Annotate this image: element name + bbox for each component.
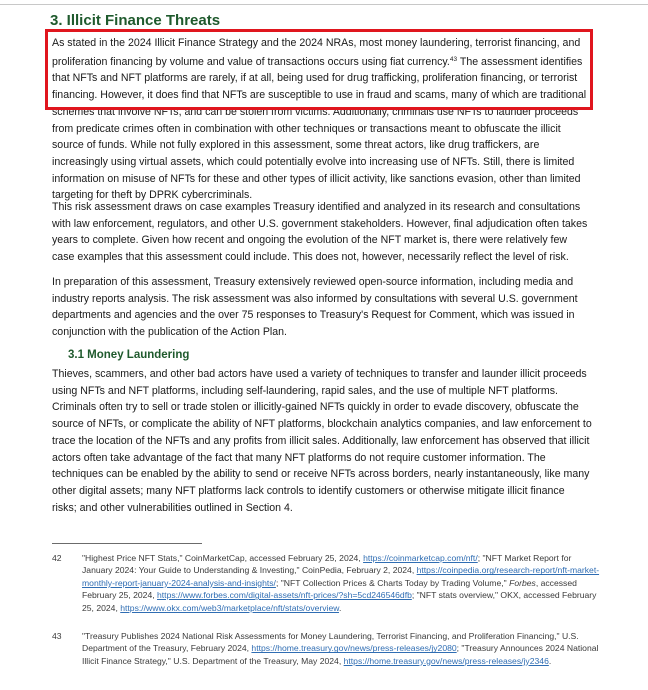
section-heading: 3. Illicit Finance Threats xyxy=(50,12,221,29)
page-top-rule xyxy=(0,4,648,5)
footnote-reference[interactable]: 43 xyxy=(449,55,458,63)
footnote-text xyxy=(82,630,602,667)
red-highlight-box xyxy=(45,29,593,110)
footnote-link[interactable]: https://www.okx.com/web3/marketplace/nft/stats/overview xyxy=(120,602,339,613)
footnote-text-part: "Treasury Publishes 2024 National Risk Assessments for Money Laundering, Terrorist Financing, and Proliferation Financing," U.S. Department of the Treasury, February 2024, xyxy=(82,631,579,654)
footnote-43 xyxy=(52,630,602,667)
footnote-italic: Forbes xyxy=(509,577,536,588)
footnote-link[interactable]: https://home.treasury.gov/news/press-releases/jy2346 xyxy=(343,655,549,666)
footnote-link[interactable]: https://coinmarketcap.com/nft/ xyxy=(363,553,478,563)
footnote-text-part: "Highest Price NFT Stats," CoinMarketCap, accessed February 25, 2024, xyxy=(82,553,364,563)
footnote-divider xyxy=(52,543,202,544)
footnote-number: 43 xyxy=(52,631,62,641)
paragraph-text: and proliferation financing by volume and value of transactions occurs using fiat currency. xyxy=(52,37,581,68)
paragraph-text: As stated in the 2024 Illicit Finance Strategy and the 2024 NRAs, most money laundering, terrorist financing, xyxy=(52,37,560,49)
footnote-42 xyxy=(52,552,602,614)
footnote-text-part: ; "NFT Collection Prices & Charts Today by Trading Volume," xyxy=(275,577,510,588)
paragraph-preparation: In preparation of this assessment, Treasury extensively reviewed open-source information, including media and industry reports analysis. The risk assessment was also informed by consultations with several U.S. government departments and agencies and the over 75 responses to Treasury's Request for Comment, which was issued in conjunction with the publication of the Action Plan. xyxy=(52,276,578,339)
paragraph-text: The assessment identifies that NFTs and NFT platforms are rarely, if at all, being used for drug trafficking, proliferation financing, or terrorist financing. However, it does find that NFTs are susceptible to use in fraud and scams, many of which are traditional schemes that involve NFTs, and can be stolen from victims. Additionally, criminals use NFTs to launder proceeds from predicate crimes often in combination with other techniques or transactions meant to obfuscate the illicit source of funds. While not fully explored in this assessment, some threat actors, like drug traffickers, are increasingly using virtual assets, which could potentially evolve into increasing use of NFTs. Still, there is limited information on misuse of NFTs for these and other types of illicit activity, like sanctions evasion, other than limited targeting for theft by DPRK cybercriminals. xyxy=(52,55,587,202)
footnote-text-part: ; "Treasury Announces 2024 National Illicit Finance Strategy," U.S. Department of the Treasury, May 2024, xyxy=(82,643,599,666)
footnote-link[interactable]: https://www.forbes.com/digital-assets/nft-prices/?sh=5cd246546dfb xyxy=(157,590,412,601)
footnote-text xyxy=(82,552,602,614)
footnote-number: 42 xyxy=(52,553,62,563)
subsection-heading-money-laundering: 3.1 Money Laundering xyxy=(68,349,190,361)
footnote-link[interactable]: https://coinpedia.org/research-report/nft-market-monthly-report-january-2024-analysis-and-insights/ xyxy=(82,565,600,588)
footnote-link[interactable]: https://home.treasury.gov/news/press-releases/jy2080 xyxy=(251,643,457,654)
footnote-text-part: , accessed February 25, 2024, xyxy=(82,577,577,601)
footnote-text-part: ; "NFT stats overview," OKX, accessed February 25, 2024, xyxy=(82,590,597,613)
paragraph-case-examples: This risk assessment draws on case examples Treasury identified and analyzed in its research and consultations with law enforcement, regulators, and other U.S. government stakeholders. However, final adjudication often takes years to complete. Given how recent and ongoing the evolution of the NFT market is, there were relatively few case examples that this assessment could include. This does not, however, necessarily reflect the level of risk. xyxy=(52,201,588,264)
footnote-text-part: ; "NFT Market Report for January 2024: Your Guide to Understanding & Investing," CoinPedia, February 2, 2024, xyxy=(82,553,572,576)
paragraph-money-laundering: Thieves, scammers, and other bad actors have used a variety of techniques to transfer and launder illicit proceeds using NFTs and NFT platforms, including self-laundering, rapid sales, and the use of multiple NFT platforms. Criminals often try to sell or trade stolen or illicitly-gained NFTs quickly in order to evade discovery, obfuscate the source of NFTs, or complicate the ability of NFT platforms, blockchain analytics companies, and law enforcement to trace the location of the NFTs and any profits from illicit sales. Additionally, law enforcement has observed that illicit actors often take advantage of the fact that many NFT platforms do not require customer information. The techniques can be enabled by the ability to send or receive NFTs across borders, nearly instantaneously, like many other digital assets; many NFT platforms lack controls to identify customers or otherwise mitigate illicit finance risks; and other vulnerabilities outlined in Section 4. xyxy=(52,368,592,514)
footnote-text-part: . xyxy=(548,655,552,666)
footnote-text-part: . xyxy=(338,602,342,613)
